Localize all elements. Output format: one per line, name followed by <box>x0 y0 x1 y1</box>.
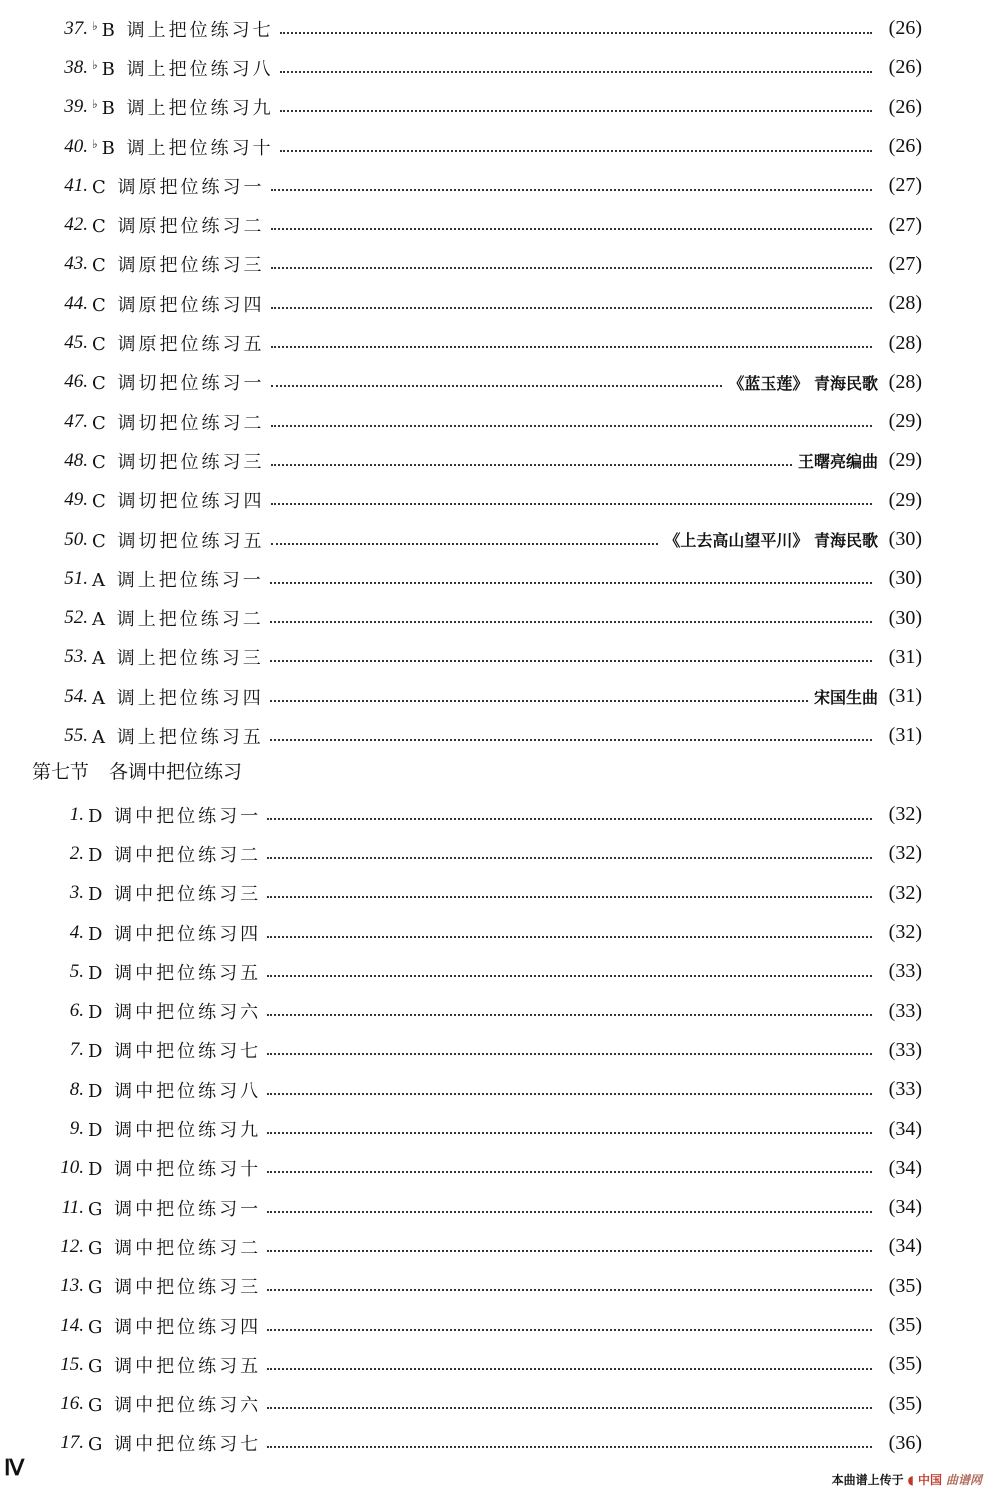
toc-entry[interactable] <box>0 1345 922 1384</box>
entry-number: 49. <box>64 489 88 511</box>
section-label: 第七节 <box>32 761 90 783</box>
entry-title <box>92 330 265 356</box>
entry-title-text: D 调中把位练习七 <box>88 1041 262 1063</box>
entry-number: 53. <box>64 646 88 668</box>
entry-page-number: (35) <box>888 1392 922 1415</box>
dot-leader <box>271 503 873 505</box>
entry-title <box>92 369 265 395</box>
toc-entry[interactable] <box>0 402 922 441</box>
entry-page-number: (29) <box>888 410 922 433</box>
dot-leader <box>267 1053 872 1055</box>
entry-title <box>92 448 265 474</box>
dot-leader <box>267 1211 872 1213</box>
entry-page-number: (28) <box>888 292 922 315</box>
dot-leader <box>270 582 872 584</box>
entry-title <box>92 527 265 553</box>
toc-entry[interactable] <box>0 363 922 402</box>
toc-entry[interactable] <box>0 1227 922 1266</box>
entry-title <box>92 566 264 592</box>
toc-entry[interactable] <box>0 913 922 952</box>
entry-note: 王曙亮编曲 <box>797 452 878 472</box>
watermark-logo-icon: ◖ <box>907 1472 914 1487</box>
entry-title-text: C 调切把位练习五 <box>92 530 265 552</box>
page-folio: Ⅳ <box>4 1455 25 1480</box>
entry-number: 11. <box>61 1196 84 1218</box>
dot-leader <box>271 385 723 387</box>
dot-leader <box>280 110 872 112</box>
entry-title <box>88 1116 261 1142</box>
toc-entry[interactable] <box>0 441 922 480</box>
entry-page-number: (33) <box>888 1078 922 1101</box>
dot-leader <box>270 660 872 662</box>
dot-leader <box>271 189 873 191</box>
entry-number: 40. <box>64 135 88 157</box>
dot-leader <box>271 543 659 545</box>
toc-entry[interactable] <box>0 166 922 205</box>
toc-entry[interactable] <box>0 991 922 1030</box>
entry-number: 44. <box>64 292 88 314</box>
entry-title <box>88 1155 261 1181</box>
entry-title-text: G 调中把位练习七 <box>88 1434 262 1456</box>
entry-number: 15. <box>60 1353 84 1375</box>
entry-page-number: (27) <box>888 252 922 275</box>
entry-note: 宋国生曲 <box>813 688 878 708</box>
entry-title-text: G 调中把位练习四 <box>88 1316 262 1338</box>
entry-title-text: D 调中把位练习二 <box>88 844 262 866</box>
entry-title <box>92 723 264 749</box>
entry-title-text: B 调上把位练习八 <box>101 58 274 80</box>
dot-leader <box>280 32 872 34</box>
entry-title-text: A 调上把位练习四 <box>92 687 264 709</box>
entry-title <box>92 487 265 513</box>
dot-leader <box>267 1407 872 1409</box>
entry-title-text: B 调上把位练习九 <box>101 98 274 120</box>
entry-page-number: (30) <box>888 528 922 550</box>
entry-title <box>92 134 274 160</box>
entry-title <box>88 1430 261 1456</box>
watermark-logo-a: 中国 <box>917 1473 942 1487</box>
entry-page-number: (32) <box>888 921 922 944</box>
dot-leader <box>267 1368 872 1370</box>
entry-title <box>88 1037 261 1063</box>
toc-entry[interactable] <box>0 874 922 913</box>
entry-title <box>92 409 265 435</box>
entry-title <box>88 1234 261 1260</box>
toc-entry[interactable] <box>0 9 922 48</box>
entry-title <box>92 291 265 317</box>
entry-number: 52. <box>64 607 88 629</box>
entry-title-text: B 调上把位练习七 <box>101 19 274 41</box>
dot-leader <box>267 857 872 859</box>
entry-number: 14. <box>60 1314 84 1336</box>
toc-entry[interactable] <box>0 716 922 755</box>
entry-number: 42. <box>64 214 88 236</box>
entry-title-text: D 调中把位练习八 <box>88 1080 262 1102</box>
entry-note: 《蓝玉莲》 青海民歌 <box>728 373 878 393</box>
entry-title-text: G 调中把位练习五 <box>88 1355 262 1377</box>
toc-entry[interactable] <box>0 1109 922 1148</box>
dot-leader <box>271 464 792 466</box>
dot-leader <box>271 267 873 269</box>
entry-note: 《上去高山望平川》 青海民歌 <box>664 531 878 550</box>
entry-number: 17. <box>60 1432 84 1454</box>
entry-title <box>92 16 274 42</box>
entry-number: 51. <box>64 567 88 589</box>
entry-title <box>88 841 261 867</box>
entry-number: 46. <box>64 371 88 393</box>
entry-page-number: (29) <box>888 488 922 511</box>
entry-title <box>92 212 265 238</box>
entry-title <box>92 684 264 710</box>
entry-title-text: A 调上把位练习一 <box>92 569 264 591</box>
dot-leader <box>271 425 873 427</box>
toc-entry[interactable] <box>0 834 922 873</box>
entry-number: 9. <box>69 1118 84 1140</box>
entry-title <box>92 173 265 199</box>
toc-entry[interactable] <box>0 88 922 127</box>
entry-title <box>88 880 261 906</box>
dot-leader <box>267 1329 872 1331</box>
toc-entry[interactable] <box>0 1188 922 1227</box>
entry-title-text: C 调切把位练习四 <box>92 491 265 513</box>
dot-leader <box>270 621 872 623</box>
toc-entry[interactable] <box>0 205 922 244</box>
dot-leader <box>267 1171 872 1173</box>
entry-page-number: (34) <box>888 1117 922 1140</box>
watermark-text: 本曲谱上传于 <box>831 1473 904 1487</box>
entry-number: 45. <box>64 332 88 354</box>
entry-title-text: A 调上把位练习二 <box>92 609 264 631</box>
entry-number: 41. <box>64 174 88 196</box>
entry-page-number: (34) <box>888 1196 922 1219</box>
dot-leader <box>267 936 872 938</box>
entry-title <box>88 1273 261 1299</box>
dot-leader <box>270 700 808 702</box>
toc-entry[interactable] <box>0 1070 922 1109</box>
flat-sign: ♭ <box>92 97 101 112</box>
entry-page-number: (31) <box>888 724 922 747</box>
entry-page-number: (32) <box>888 803 922 826</box>
dot-leader <box>267 1250 872 1252</box>
entry-title-text: A 调上把位练习五 <box>92 726 264 748</box>
entry-number: 47. <box>64 410 88 432</box>
toc-entry[interactable] <box>0 1267 922 1306</box>
entry-title-text: C 调切把位练习三 <box>92 451 265 473</box>
dot-leader <box>271 228 873 230</box>
entry-page-number: (32) <box>888 842 922 865</box>
entry-number: 38. <box>64 56 88 78</box>
entry-page-number: (27) <box>888 174 922 197</box>
entry-number: 4. <box>69 921 84 943</box>
entry-title <box>88 1352 261 1378</box>
section-heading <box>32 757 262 784</box>
entry-title <box>88 959 261 985</box>
entry-title-text: D 调中把位练习十 <box>88 1159 262 1181</box>
dot-leader <box>267 975 872 977</box>
entry-title-text: D 调中把位练习六 <box>88 1002 262 1024</box>
entry-number: 10. <box>60 1157 84 1179</box>
entry-number: 39. <box>64 96 88 118</box>
entry-page-number: (33) <box>888 999 922 1022</box>
toc-entry[interactable] <box>0 677 922 716</box>
dot-leader <box>271 307 873 309</box>
entry-title-text: D 调中把位练习五 <box>88 962 262 984</box>
toc-entry[interactable] <box>0 1149 922 1188</box>
dot-leader <box>280 71 872 73</box>
toc-entry[interactable] <box>0 638 922 677</box>
dot-leader <box>267 896 872 898</box>
flat-sign: ♭ <box>92 57 101 72</box>
entry-title-text: G 调中把位练习二 <box>88 1237 262 1259</box>
entry-page-number: (35) <box>888 1314 922 1336</box>
dot-leader <box>267 1093 872 1095</box>
entry-title-text: C 调原把位练习四 <box>92 294 265 316</box>
entry-page-number: (28) <box>888 331 922 354</box>
entry-title-text: C 调原把位练习一 <box>92 176 265 198</box>
dot-leader <box>267 1014 872 1016</box>
entry-page-number: (28) <box>888 370 922 393</box>
dot-leader <box>267 1446 872 1448</box>
entry-number: 43. <box>64 253 88 275</box>
flat-sign: ♭ <box>92 136 101 151</box>
entry-page-number: (34) <box>888 1235 922 1258</box>
entry-number: 37. <box>64 17 88 39</box>
entry-number: 54. <box>64 685 88 707</box>
toc-entry[interactable] <box>0 245 922 284</box>
watermark-logo-b: 曲谱网 <box>945 1473 982 1487</box>
entry-page-number: (33) <box>888 1038 922 1061</box>
toc-entry[interactable] <box>0 795 922 834</box>
toc-entry[interactable] <box>0 1306 922 1345</box>
entry-title <box>92 644 264 670</box>
toc-entry[interactable] <box>0 1031 922 1070</box>
toc-entry[interactable] <box>0 952 922 991</box>
entry-title-text: G 调中把位练习一 <box>88 1198 262 1220</box>
entry-page-number: (26) <box>888 56 922 79</box>
entry-number: 48. <box>64 449 88 471</box>
entry-page-number: (35) <box>888 1353 922 1376</box>
entry-number: 55. <box>64 724 88 746</box>
toc-entry[interactable] <box>0 598 922 637</box>
entry-number: 1. <box>69 803 84 825</box>
entry-page-number: (36) <box>888 1431 922 1454</box>
entry-title-text: D 调中把位练习三 <box>88 884 262 906</box>
dot-leader <box>267 818 872 820</box>
entry-page-number: (34) <box>888 1156 922 1179</box>
entry-title <box>92 605 264 631</box>
entry-title-text: C 调切把位练习一 <box>92 373 265 395</box>
entry-title <box>92 55 274 81</box>
entry-page-number: (32) <box>888 881 922 904</box>
entry-page-number: (31) <box>888 645 922 668</box>
dot-leader <box>267 1289 872 1291</box>
entry-page-number: (27) <box>888 213 922 236</box>
entry-number: 16. <box>60 1393 84 1415</box>
toc-list-upper <box>0 9 992 756</box>
entry-page-number: (26) <box>888 95 922 118</box>
entry-page-number: (30) <box>888 606 922 629</box>
toc-entry[interactable] <box>0 323 922 362</box>
entry-number: 8. <box>69 1078 84 1100</box>
entry-number: 50. <box>64 528 88 550</box>
section-title: 各调中把位练习 <box>109 761 243 783</box>
entry-page-number: (29) <box>888 449 922 472</box>
entry-number: 2. <box>69 842 84 864</box>
entry-title-text: B 调上把位练习十 <box>101 137 274 159</box>
entry-title <box>92 94 274 120</box>
entry-title-text: C 调原把位练习二 <box>92 216 265 238</box>
flat-sign: ♭ <box>92 18 101 33</box>
entry-title-text: C 调切把位练习二 <box>92 412 265 434</box>
entry-number: 6. <box>69 1000 84 1022</box>
entry-title <box>88 1195 261 1221</box>
entry-title <box>92 251 265 277</box>
entry-title <box>88 802 261 828</box>
toc-entry[interactable] <box>0 48 922 87</box>
entry-page-number: (35) <box>888 1274 922 1297</box>
entry-number: 7. <box>69 1039 84 1061</box>
entry-number: 12. <box>60 1235 84 1257</box>
entry-page-number: (26) <box>888 135 922 158</box>
entry-title-text: D 调中把位练习九 <box>88 1120 262 1142</box>
watermark <box>832 1471 982 1488</box>
toc-entry[interactable] <box>0 284 922 323</box>
entry-page-number: (31) <box>888 685 922 708</box>
toc-entry[interactable] <box>0 559 922 598</box>
entry-title-text: A 调上把位练习三 <box>92 648 264 670</box>
entry-title <box>88 920 261 946</box>
entry-title-text: D 调中把位练习四 <box>88 923 262 945</box>
entry-page-number: (33) <box>888 960 922 983</box>
entry-title-text: C 调原把位练习五 <box>92 334 265 356</box>
entry-number: 13. <box>60 1275 84 1297</box>
entry-title-text: G 调中把位练习六 <box>88 1395 262 1417</box>
toc-entry[interactable] <box>0 481 922 520</box>
dot-leader <box>280 150 872 152</box>
dot-leader <box>267 1132 872 1134</box>
entry-title <box>88 1313 261 1339</box>
entry-number: 5. <box>69 960 84 982</box>
dot-leader <box>271 346 873 348</box>
entry-number: 3. <box>69 882 84 904</box>
toc-entry[interactable] <box>0 1384 922 1423</box>
entry-page-number: (26) <box>888 17 922 40</box>
dot-leader <box>270 739 872 741</box>
entry-title <box>88 998 261 1024</box>
entry-title-text: D 调中把位练习一 <box>88 805 262 827</box>
toc-entry[interactable] <box>0 1424 922 1463</box>
toc-entry[interactable] <box>0 520 922 559</box>
entry-title-text: C 调原把位练习三 <box>92 255 265 277</box>
entry-title <box>88 1391 261 1417</box>
entry-page-number: (30) <box>888 567 922 590</box>
toc-list-lower <box>0 795 992 1463</box>
entry-title <box>88 1077 261 1103</box>
toc-entry[interactable] <box>0 127 922 166</box>
entry-title-text: G 调中把位练习三 <box>88 1277 262 1299</box>
